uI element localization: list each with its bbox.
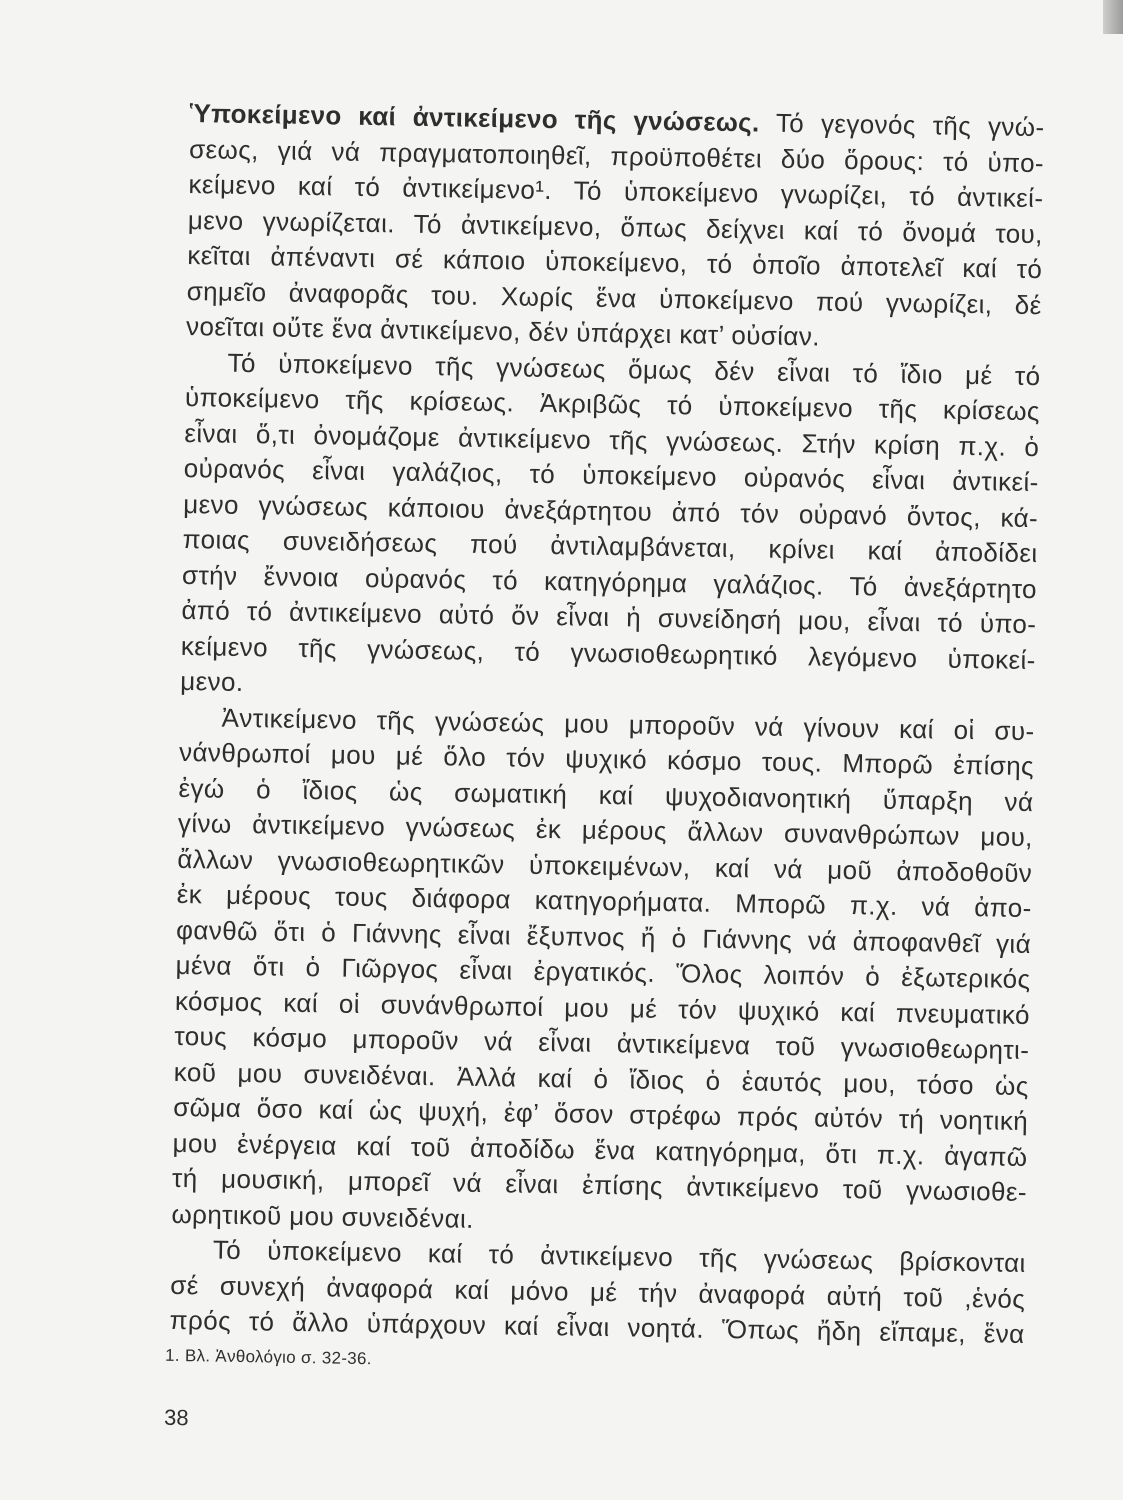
text-line: νοεῖται οὔτε ἕνα ἀντικείμενο, δέν ὑπάρχει κατ’ οὐσίαν. <box>185 310 821 352</box>
text-line: μου ἐνέργεια καί τοῦ ἀποδίδω ἕνα κατηγόρημα, ὅτι π.χ. ἀγαπῶ <box>172 1127 1028 1172</box>
text-line: σῶμα ὅσο καί ὡς ψυχή, ἐφ’ ὅσον στρέφω πρός αὐτόν τή νοητική <box>172 1091 1029 1137</box>
text-line: στήν ἔννοια οὐρανός τό κατηγόρημα γαλάζιος. Τό ἀνεξάρτητο <box>181 559 1038 604</box>
text-line: πρός τό ἄλλο ὑπάρχουν καί εἶναι νοητά. Ὅπως ἤδη εἴπαμε, ἕνα <box>169 1304 1025 1350</box>
text-line: Τό ὑποκείμενο τῆς γνώσεως ὅμως δέν εἶναι τό ἴδιο μέ τό <box>227 347 1041 391</box>
text-line: ἐκ μέρους τους διάφορα κατηγορήματα. Μπορῶ π.χ. νά ἀπο- <box>176 878 1032 924</box>
paragraph <box>180 344 1041 713</box>
text-line: μενο. <box>180 665 244 697</box>
text-line: κείμενο τῆς γνώσεως, τό γνωσιοθεωρητικό λεγόμενο ὑποκεί- <box>180 630 1037 675</box>
text-line: εἶναι ὅ,τι ὀνομάζομε ἀντικείμενο τῆς γνώσεως. Στήν κρίση π.χ. ὁ <box>184 417 1040 462</box>
text-line: κείμενο καί τό ἀντικείμενο¹. Τό ὑποκείμενο γνωρίζει, τό ἀντικεί- <box>188 168 1044 214</box>
text-line: σεως, γιά νά πραγματοποιηθεῖ, προϋποθέτει δύο ὅρους: τό ὑπο- <box>188 133 1045 178</box>
text-line: Τό ὑποκείμενο καί τό ἀντικείμενο τῆς γνώσεως βρίσκονται <box>212 1234 1027 1279</box>
section-heading: Ὑποκείμενο καί ἀντικείμενο τῆς γνώσεως. <box>189 97 760 138</box>
text-line: οὐρανός εἶναι γαλάζιος, τό ὑποκείμενο οὐρανός εἶναι ἀντικεί- <box>183 452 1039 498</box>
paragraph <box>169 1232 1026 1353</box>
text-line: σημεῖο ἀναφορᾶς του. Χωρίς ἕνα ὑποκείμενο πού γνωρίζει, δέ <box>186 275 1042 320</box>
text-line: ἄλλων γνωσιοθεωρητικῶν ὑποκειμένων, καί νά μοῦ ἀποδοθοῦν <box>177 843 1033 888</box>
text-line: Ἀντικείμενο τῆς γνώσεώς μου μποροῦν νά γίνουν καί οἱ συ- <box>221 702 1035 746</box>
scan-edge <box>1103 0 1123 34</box>
text-line: ἀπό τό ἀντικείμενο αὐτό ὄν εἶναι ἡ συνείδησή μου, εἶναι τό ὑπο- <box>181 594 1037 640</box>
text-line: μενο γνωρίζεται. Τό ἀντικείμενο, ὅπως δείχνει καί τό ὄνομά του, <box>187 204 1044 249</box>
text-line: κοῦ μου συνειδέναι. Ἀλλά καί ὁ ἴδιος ὁ ἑαυτός μου, τόσο ὡς <box>173 1056 1029 1101</box>
page-number: 38 <box>163 1404 189 1430</box>
text-line: γίνω ἀντικείμενο γνώσεως ἐκ μέρους ἄλλων συνανθρώπων μου, <box>177 807 1034 853</box>
text-line: νάνθρωποί μου μέ ὅλο τόν ψυχικό κόσμο τους. Μπορῶ ἐπίσης <box>178 736 1035 782</box>
text-line: ὑποκείμενο τῆς κρίσεως. Ἀκριβῶς τό ὑποκείμενο τῆς κρίσεως <box>184 381 1041 427</box>
text-line: τή μουσική, μπορεῖ νά εἶναι ἐπίσης ἀντικείμενο τοῦ γνωσιοθε- <box>171 1162 1028 1208</box>
text-line-content: Τό γεγονός τῆς γνώ- <box>775 107 1045 143</box>
text-line: κόσμος καί οἱ συνάνθρωποί μου μέ τόν ψυχικό καί πνευματικό <box>174 985 1031 1030</box>
footnote: 1. Βλ. Ἀνθολόγιο σ. 32-36. <box>164 1345 372 1368</box>
paragraph <box>171 699 1035 1246</box>
text-line: τους κόσμο μποροῦν νά εἶναι ἀντικείμενα τοῦ γνωσιοθεωρητι- <box>174 1020 1030 1066</box>
text-line: ποιας συνειδήσεως πού ἀντιλαμβάνεται, κρίνει καί ἀποδίδει <box>182 523 1038 569</box>
text-line: σέ συνεχή ἀναφορά καί μόνο μέ τήν ἀναφορά αὐτή τοῦ ,ἑνός <box>170 1269 1026 1314</box>
text-line: κεῖται ἀπέναντι σέ κάποιο ὑποκείμενο, τό ὁποῖο ἀποτελεῖ καί τό <box>187 239 1043 285</box>
page-text-block <box>163 96 1045 1445</box>
text-line: φανθῶ ὅτι ὁ Γιάννης εἶναι ἔξυπνος ἤ ὁ Γιάννης νά ἀποφανθεῖ γιά <box>175 914 1032 959</box>
text-line: μενο γνώσεως κάποιου ἀνεξάρτητου ἀπό τόν οὐρανό ὄντος, κά- <box>182 488 1039 533</box>
text-line: ἐγώ ὁ ἴδιος ὡς σωματική καί ψυχοδιανοητική ὕπαρξη νά <box>178 772 1034 817</box>
text-line: ωρητικοῦ μου συνειδέναι. <box>171 1198 475 1234</box>
text-line: μένα ὅτι ὁ Γιῶργος εἶναι ἐργατικός. Ὅλος λοιπόν ὁ ἐξωτερικός <box>175 949 1031 995</box>
paragraph <box>186 96 1045 359</box>
